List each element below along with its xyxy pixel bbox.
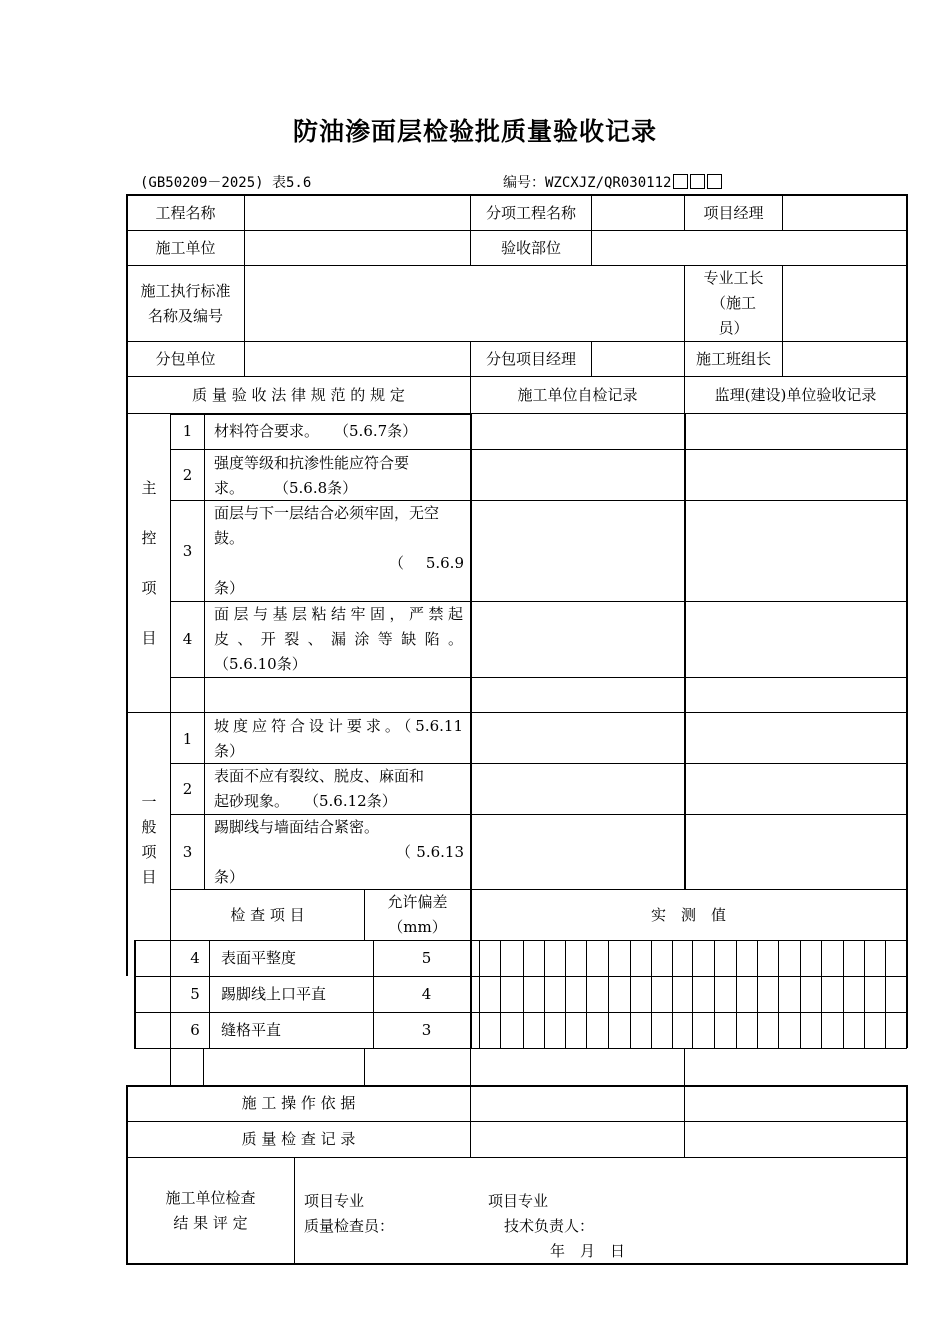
- text-fragment: （: [396, 843, 412, 861]
- tolerance-header: [365, 890, 470, 940]
- grid-line: [126, 1263, 908, 1265]
- grid-line: [651, 940, 652, 1048]
- label-acceptance-part: 验收部位: [500, 238, 561, 257]
- grid-line: [885, 940, 886, 1048]
- inspector-l1: 项目专业: [304, 1192, 365, 1210]
- general-char-3: 项: [141, 843, 157, 861]
- main-char-4: 目: [141, 629, 157, 647]
- main-char-2: 控: [141, 529, 157, 547]
- text-fragment: 5.6.13: [416, 843, 464, 861]
- header-supervision: 监理(建设)单位验收记录: [714, 385, 877, 404]
- quality-inspector-label: [304, 1189, 394, 1239]
- measure-tolerance: 3: [421, 1021, 432, 1039]
- grid-line: [134, 940, 136, 1048]
- general-item-no: 3: [182, 843, 193, 861]
- general-char-2: 般: [141, 818, 157, 836]
- grid-line: [843, 940, 844, 1048]
- grid-line: [204, 712, 205, 890]
- grid-line: [134, 940, 907, 941]
- tech-lead-label: [488, 1189, 618, 1239]
- measure-no: 6: [190, 1021, 200, 1039]
- measure-name: 踢脚线上口平直: [221, 985, 327, 1003]
- tolerance-l2: （mm）: [388, 918, 447, 936]
- main-item-no: 2: [182, 465, 193, 484]
- grid-line: [209, 940, 210, 1048]
- grid-line: [500, 940, 501, 1048]
- main-char-3: 项: [141, 579, 157, 597]
- measure-tolerance: 4: [421, 985, 432, 1003]
- text-line: 踢脚线与墙面结合紧密。: [214, 818, 380, 836]
- text-fragment: （: [389, 554, 405, 572]
- grid-line: [170, 940, 171, 1048]
- main-item-no: 3: [182, 541, 193, 560]
- label-foreman-l2: （施工: [710, 294, 756, 312]
- label-project-name: 工程名称: [155, 203, 216, 222]
- date-label: 年 月 日: [550, 1242, 626, 1260]
- grid-line: [757, 940, 758, 1048]
- main-item-no: 4: [182, 630, 193, 648]
- text-line: 强度等级和抗渗性能应符合要: [214, 454, 410, 472]
- field-sub-manager[interactable]: [591, 342, 684, 376]
- grid-line: [821, 940, 822, 1048]
- grid-line: [523, 940, 524, 1048]
- grid-line: [134, 1048, 907, 1049]
- grid-line: [565, 940, 566, 1048]
- text-line: 面层与基层粘结牢固，严禁起: [214, 605, 463, 623]
- text-line: 条）: [214, 742, 245, 760]
- grid-line: [692, 940, 693, 1048]
- tech-l2: 技术负责人：: [504, 1217, 595, 1235]
- main-item-text: [214, 501, 464, 601]
- grid-line: [470, 1048, 471, 1085]
- general-char-4: 目: [141, 868, 157, 886]
- main-item-text: [214, 451, 464, 501]
- main-char-1: 主: [141, 479, 157, 497]
- label-standard-l2: 名称及编号: [147, 306, 223, 325]
- main-item-text: [214, 602, 463, 677]
- label-construction-unit: 施工单位: [155, 238, 216, 257]
- text-line: 皮、开裂、漏涂等缺陷。: [214, 630, 463, 648]
- label-operation-basis: 施 工 操 作 依 据: [241, 1094, 356, 1112]
- text-line: （5.6.10条）: [214, 655, 307, 673]
- check-items-header: 检 查 项 目: [230, 905, 305, 924]
- text-line: 坡度应符合设计要求。（5.6.11: [214, 717, 463, 735]
- label-foreman-l1: 专业工长: [703, 269, 764, 287]
- main-item-text: 材料符合要求。 （5.6.7条）: [214, 422, 418, 440]
- grid-line: [906, 1085, 908, 1264]
- label-sub-manager: 分包项目经理: [485, 349, 576, 368]
- general-item-no: 2: [182, 779, 193, 798]
- field-standard[interactable]: [244, 266, 684, 341]
- grid-line: [170, 677, 907, 678]
- main-item-no: 1: [182, 422, 193, 440]
- text-line: [214, 551, 464, 576]
- grid-line: [778, 940, 779, 1048]
- field-sub-project[interactable]: [591, 196, 684, 230]
- grid-line: [608, 940, 609, 1048]
- header-self-check: 施工单位自检记录: [517, 385, 638, 404]
- label-foreman-l3: 员）: [718, 319, 749, 337]
- grid-line: [364, 1048, 365, 1085]
- grid-line: [684, 413, 686, 890]
- field-operation-basis[interactable]: [471, 1086, 684, 1121]
- grid-line: [204, 413, 205, 712]
- text-line: 鼓。: [214, 529, 245, 547]
- general-item-no: 1: [182, 729, 193, 748]
- main-control-label: [128, 414, 170, 712]
- text-line: 表面不应有裂纹、脱皮、麻面和: [214, 767, 425, 785]
- record-code: [503, 172, 722, 192]
- general-char-1: 一: [141, 793, 157, 811]
- grid-line: [736, 940, 737, 1048]
- grid-line: [134, 976, 907, 977]
- grid-line: [672, 940, 673, 1048]
- field-subcontractor[interactable]: [244, 342, 470, 376]
- field-team-leader[interactable]: [782, 342, 906, 376]
- standard-reference: (GB50209－2025) 表5.6: [140, 175, 312, 191]
- measure-no: 4: [190, 949, 200, 967]
- measure-no: 5: [190, 985, 200, 1003]
- grid-line: [170, 1048, 171, 1085]
- label-evaluation-l2: 结 果 评 定: [173, 1213, 248, 1232]
- grid-line: [586, 940, 587, 1048]
- header-spec: 质 量 验 收 法 律 规 范 的 规 定: [192, 385, 405, 404]
- grid-line: [714, 940, 715, 1048]
- grid-line: [127, 712, 907, 713]
- grid-line: [170, 449, 907, 450]
- measure-tolerance: 5: [421, 949, 432, 967]
- label-standard: [127, 266, 244, 341]
- label-quality-record: 质 量 检 查 记 录: [241, 1130, 356, 1148]
- label-evaluation-l1: 施工单位检查: [165, 1188, 256, 1207]
- grid-line: [294, 1157, 295, 1264]
- grid-line: [134, 1012, 907, 1013]
- text-line: 求。 （5.6.8条）: [214, 479, 358, 497]
- tolerance-l1: 允许偏差: [387, 893, 448, 911]
- measure-name: 缝格平直: [221, 1021, 282, 1039]
- measured-header: 实 测 值: [650, 905, 726, 924]
- text-line: 条）: [214, 579, 245, 597]
- label-sub-project: 分项工程名称: [485, 203, 576, 222]
- measure-name: 表面平整度: [221, 949, 297, 967]
- field-project-name[interactable]: [244, 196, 470, 230]
- general-label: [128, 790, 170, 890]
- document-title: 防油渗面层检验批质量验收记录: [292, 117, 657, 146]
- tech-l1: 项目专业: [488, 1192, 549, 1210]
- field-construction-unit[interactable]: [244, 231, 470, 265]
- record-code-text: 编号：WZCXJZ/QR030112: [503, 175, 672, 191]
- code-boxes[interactable]: [671, 174, 722, 192]
- field-quality-record[interactable]: [471, 1122, 684, 1157]
- text-fragment: 5.6.9: [425, 554, 464, 572]
- grid-line: [684, 1048, 685, 1085]
- grid-line: [800, 940, 801, 1048]
- label-foreman: [685, 266, 782, 341]
- grid-line: [906, 194, 908, 1048]
- label-subcontractor: 分包单位: [155, 349, 216, 368]
- general-item-text: [214, 764, 464, 814]
- grid-line: [630, 940, 631, 1048]
- label-standard-l1: 施工执行标准: [140, 281, 231, 300]
- grid-line: [479, 940, 480, 1048]
- text-line: 起砂现象。 （5.6.12条）: [214, 792, 397, 810]
- grid-line: [864, 940, 865, 1048]
- grid-line: [544, 940, 545, 1048]
- general-item-text: [214, 714, 463, 764]
- field-foreman[interactable]: [782, 266, 906, 341]
- field-acceptance-part[interactable]: [591, 231, 906, 265]
- label-team-leader: 施工班组长: [695, 349, 771, 368]
- field-project-manager[interactable]: [782, 196, 906, 230]
- label-project-manager: 项目经理: [703, 203, 764, 222]
- inspector-l2: 质量检查员：: [304, 1217, 395, 1235]
- text-line: [214, 840, 464, 865]
- text-line: 面层与下一层结合必须牢固，无空: [214, 504, 440, 522]
- label-evaluation: [127, 1158, 294, 1263]
- text-line: 条）: [214, 868, 245, 886]
- grid-line: [203, 1048, 204, 1085]
- general-item-text: [214, 815, 464, 890]
- grid-line: [170, 413, 470, 415]
